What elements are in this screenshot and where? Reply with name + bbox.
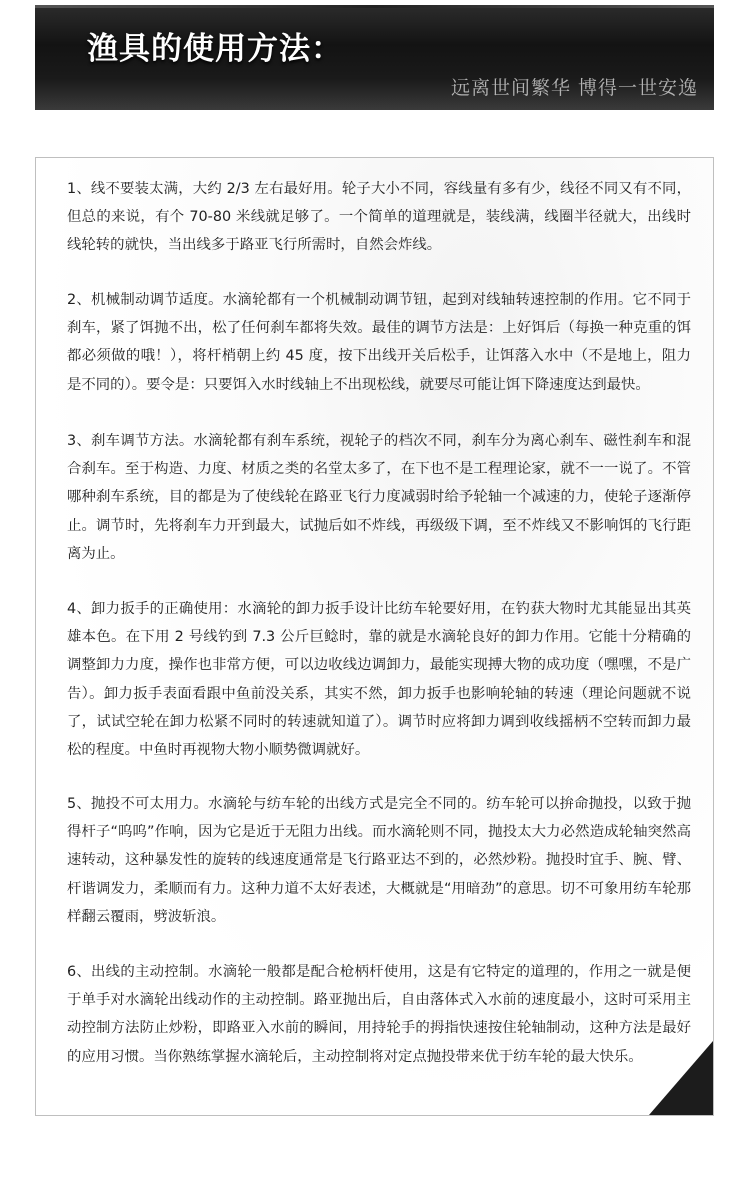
paragraph-4: 4、卸力扳手的正确使用：水滴轮的卸力扳手设计比纺车轮要好用，在钓获大物时尤其能显出其英雄本色。在下用 2 号线钓到 7.3 公斤巨鲶时，靠的就是水滴轮良好的卸力作用。它能十分精确的调整卸力力度，操作也非常方便，可以边收线边调卸力，最能实现搏大物的成功度（嘿嘿，不是广告）。卸力扳手表面看跟中鱼前没关系，其实不然，卸力扳手也影响轮轴的转速（理论问题就不说了，试试空轮在卸力松紧不同时的转速就知道了）。调节时应将卸力调到收线摇柄不空转而卸力最松的程度。中鱼时再视物大物小顺势微调就好。 (67, 601, 691, 759)
paragraph-2: 2、机械制动调节适度。水滴轮都有一个机械制动调节钮，起到对线轴转速控制的作用。它不同于刹车，紧了饵抛不出，松了任何刹车都将失效。最佳的调节方法是：上好饵后（每换一种克重的饵都必须做的哦！），将杆梢朝上约 45 度，按下出线开关后松手，让饵落入水中（不是地上，阻力是不同的）。要令是：只要饵入水时线轴上不出现松线，就要尽可能让饵下降速度达到最快。 (67, 292, 691, 393)
header-banner (35, 5, 714, 110)
page-subtitle: 远离世间繁华 博得一世安逸 (450, 77, 698, 99)
paragraph-6: 6、出线的主动控制。水滴轮一般都是配合枪柄杆使用，这是有它特定的道理的，作用之一就是便于单手对水滴轮出线动作的主动控制。路亚抛出后，自由落体式入水前的速度最小，这时可采用主动控制方法防止炒粉，即路亚入水前的瞬间，用持轮手的拇指快速按住轮轴制动，这种方法是最好的应用习惯。当你熟练掌握水滴轮后，主动控制将对定点抛投带来优于纺车轮的最大快乐。 (67, 964, 691, 1065)
article-content (35, 157, 714, 1116)
corner-decoration (649, 1041, 713, 1115)
paragraph-5: 5、抛投不可太用力。水滴轮与纺车轮的出线方式是完全不同的。纺车轮可以拚命抛投，以致于抛得杆子“呜呜”作响，因为它是近于无阻力出线。而水滴轮则不同，抛投太大力必然造成轮轴突然高速转动，这种暴发性的旋转的线速度通常是飞行路亚达不到的，必然炒粉。抛投时宜手、腕、臂、杆谐调发力，柔顺而有力。这种力道不太好表述，大概就是“用暗劲”的意思。切不可象用纺车轮那样翻云覆雨，劈波斩浪。 (67, 796, 691, 925)
paragraph-1: 1、线不要装太满，大约 2/3 左右最好用。轮子大小不同，容线量有多有少，线径不同又有不同，但总的来说，有个 70-80 米线就足够了。一个简单的道理就是，装线满，线圈半径就大，出线时线轮转的就快，当出线多于路亚飞行所需时，自然会炸线。 (67, 181, 691, 254)
paragraph-3: 3、刹车调节方法。水滴轮都有刹车系统，视轮子的档次不同，刹车分为离心刹车、磁性刹车和混合刹车。至于构造、力度、材质之类的名堂太多了，在下也不是工程理论家，就不一一说了。不管哪种刹车系统，目的都是为了使线轮在路亚飞行力度减弱时给予轮轴一个减速的力，使轮子逐渐停止。调节时，先将刹车力开到最大，试抛后如不炸线，再级级下调，至不炸线又不影响饵的飞行距离为止。 (67, 433, 691, 562)
page-title: 渔具的使用方法： (87, 31, 343, 67)
